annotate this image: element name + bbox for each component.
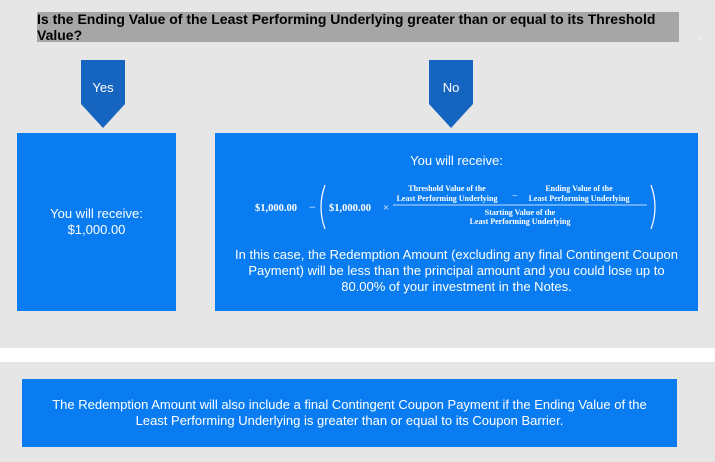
footer-note-box [22,379,677,447]
redemption-formula [255,181,665,233]
formula-minus: − [309,200,316,214]
yes-receive-label: You will receive: [50,206,143,221]
threshold-line1: Threshold Value of the [408,184,486,193]
threshold-line2: Least Performing Underlying [396,194,498,203]
yes-outcome-box [17,133,176,311]
question-text: Is the Ending Value of the Least Performing Underlying greater than or equal to its Threshold Value? [37,11,656,43]
question-box [37,12,679,42]
decorative-dot [698,37,701,40]
numerator-minus: − [512,191,518,202]
yes-amount: $1,000.00 [67,222,126,237]
formula-principal: $1,000.00 [255,203,297,214]
starting-line2: Least Performing Underlying [469,217,571,226]
ending-line1: Ending Value of the [545,184,613,193]
yes-label: Yes [92,80,114,95]
ending-line2: Least Performing Underlying [528,194,630,203]
no-receive-label: You will receive: [410,153,503,168]
no-outcome-box [215,133,698,311]
formula-left-paren [321,185,325,229]
formula-times: × [383,202,390,214]
loss-explanation: In this case, the Redemption Amount (excluding any final Contingent Coupon Payment) will be less than the principal amount and you could lose up to 80.00% of your investment in the Notes. [235,247,678,294]
footer-note-text: The Redemption Amount will also include a final Contingent Coupon Payment if the Ending Value of the Least Performing Underlying is greater than or equal to its Coupon Barrier. [52,397,647,428]
formula-inner-principal: $1,000.00 [329,203,371,214]
no-label: No [442,80,460,95]
yes-arrow [81,60,125,128]
starting-line1: Starting Value of the [484,208,556,217]
formula-right-paren [651,185,655,229]
no-arrow [429,60,473,128]
